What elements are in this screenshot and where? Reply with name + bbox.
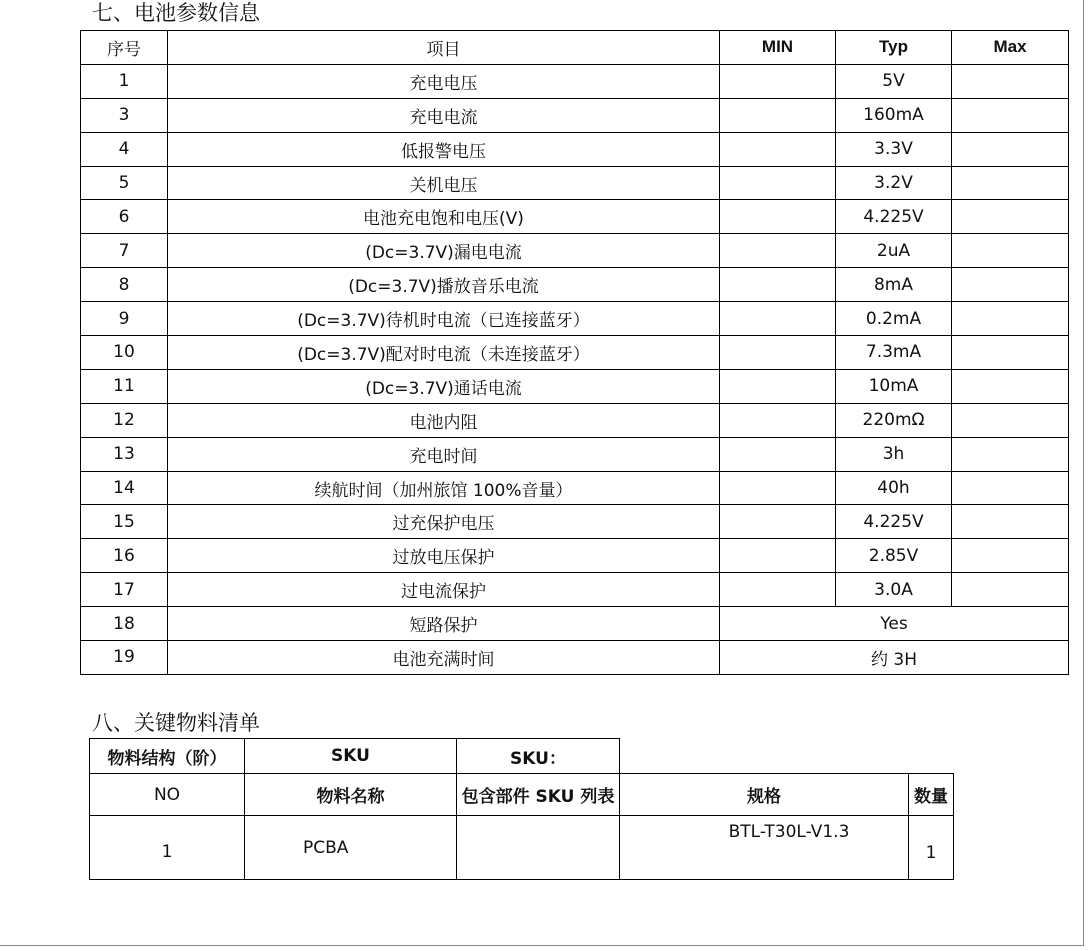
cell-no: 15 (81, 505, 168, 539)
cell-max (952, 64, 1069, 98)
table-row (81, 98, 1069, 132)
table-row (81, 539, 1069, 573)
cell-max (952, 234, 1069, 268)
cell-no: 4 (81, 132, 168, 166)
cell-item: 关机电压 (168, 166, 720, 200)
cell-typ: 10mA (836, 369, 952, 403)
cell-typ: 2.85V (836, 539, 952, 573)
cell-min (720, 302, 836, 336)
bom-header-blank (620, 739, 954, 774)
table-row (81, 471, 1069, 505)
cell-item: 充电时间 (168, 437, 720, 471)
bom-header-no: NO (90, 774, 245, 816)
cell-item: 电池充满时间 (168, 641, 720, 675)
cell-item: 短路保护 (168, 607, 720, 641)
section7-title: 七、电池参数信息 (92, 1, 260, 25)
bom-header-row-1 (90, 739, 954, 774)
cell-no: 9 (81, 302, 168, 336)
cell-item: 充电电压 (168, 64, 720, 98)
cell-no: 5 (81, 166, 168, 200)
bom-qty: 1 (909, 816, 954, 880)
cell-value: Yes (720, 607, 1069, 641)
table-row (81, 369, 1069, 403)
table-row (81, 64, 1069, 98)
cell-no: 1 (81, 64, 168, 98)
cell-typ: 3.3V (836, 132, 952, 166)
cell-no: 3 (81, 98, 168, 132)
header-max: Max (952, 31, 1069, 65)
cell-item: 续航时间（加州旅馆 100%音量） (168, 471, 720, 505)
table-row (81, 132, 1069, 166)
cell-max (952, 403, 1069, 437)
bom-header-name: 物料名称 (245, 774, 457, 816)
cell-min (720, 64, 836, 98)
cell-min (720, 268, 836, 302)
section8-title: 八、关键物料清单 (92, 711, 260, 735)
cell-typ: 4.225V (836, 505, 952, 539)
cell-typ: 220mΩ (836, 403, 952, 437)
cell-typ: 3h (836, 437, 952, 471)
cell-value: 约 3H (720, 641, 1069, 675)
cell-max (952, 268, 1069, 302)
cell-typ: 160mA (836, 98, 952, 132)
cell-no: 18 (81, 607, 168, 641)
table-row (81, 607, 1069, 641)
header-no: 序号 (81, 31, 168, 65)
cell-typ: 8mA (836, 268, 952, 302)
cell-max (952, 336, 1069, 370)
cell-no: 11 (81, 369, 168, 403)
cell-no: 10 (81, 336, 168, 370)
cell-max (952, 437, 1069, 471)
cell-max (952, 471, 1069, 505)
cell-min (720, 98, 836, 132)
table-header-row (81, 31, 1069, 65)
table-row (81, 336, 1069, 370)
cell-typ: 7.3mA (836, 336, 952, 370)
cell-item: 电池充电饱和电压(V) (168, 200, 720, 234)
cell-item: 低报警电压 (168, 132, 720, 166)
bom-table (89, 738, 954, 880)
header-item: 项目 (168, 31, 720, 65)
cell-min (720, 336, 836, 370)
cell-min (720, 166, 836, 200)
cell-min (720, 505, 836, 539)
cell-no: 17 (81, 573, 168, 607)
cell-item: (Dc=3.7V)配对时电流（未连接蓝牙） (168, 336, 720, 370)
bom-header-spec: 规格 (620, 774, 909, 816)
cell-max (952, 200, 1069, 234)
cell-max (952, 166, 1069, 200)
cell-item: 过放电压保护 (168, 539, 720, 573)
cell-min (720, 403, 836, 437)
cell-no: 6 (81, 200, 168, 234)
bom-header-row-2 (90, 774, 954, 816)
bom-no: 1 (90, 816, 245, 880)
cell-typ: 0.2mA (836, 302, 952, 336)
cell-no: 7 (81, 234, 168, 268)
cell-item: 充电电流 (168, 98, 720, 132)
cell-item: (Dc=3.7V)待机时电流（已连接蓝牙） (168, 302, 720, 336)
table-row (90, 816, 954, 880)
cell-max (952, 132, 1069, 166)
cell-item: 电池内阻 (168, 403, 720, 437)
cell-max (952, 98, 1069, 132)
cell-min (720, 200, 836, 234)
table-row (81, 234, 1069, 268)
table-row (81, 268, 1069, 302)
cell-max (952, 369, 1069, 403)
cell-min (720, 539, 836, 573)
cell-no: 14 (81, 471, 168, 505)
bom-header-sku-list: 包含部件 SKU 列表 (457, 774, 620, 816)
bom-header-sku2: SKU： (457, 739, 620, 774)
cell-min (720, 132, 836, 166)
cell-max (952, 573, 1069, 607)
header-min: MIN (720, 31, 836, 65)
cell-min (720, 471, 836, 505)
cell-no: 12 (81, 403, 168, 437)
cell-no: 16 (81, 539, 168, 573)
cell-max (952, 302, 1069, 336)
table-row (81, 573, 1069, 607)
cell-no: 13 (81, 437, 168, 471)
cell-max (952, 505, 1069, 539)
table-row (81, 166, 1069, 200)
bom-name: PCBA (245, 816, 457, 880)
battery-params-table (80, 30, 1069, 675)
header-typ: Typ (836, 31, 952, 65)
table-row (81, 200, 1069, 234)
cell-typ: 40h (836, 471, 952, 505)
bom-spec: BTL-T30L-V1.3 (620, 816, 909, 880)
table-row (81, 505, 1069, 539)
table-row (81, 302, 1069, 336)
cell-item: 过电流保护 (168, 573, 720, 607)
cell-typ: 3.2V (836, 166, 952, 200)
table-row (81, 403, 1069, 437)
bom-header-structure: 物料结构（阶） (90, 739, 245, 774)
cell-item: (Dc=3.7V)通话电流 (168, 369, 720, 403)
cell-no: 19 (81, 641, 168, 675)
cell-min (720, 437, 836, 471)
bom-header-qty: 数量 (909, 774, 954, 816)
cell-item: (Dc=3.7V)播放音乐电流 (168, 268, 720, 302)
table-row (81, 641, 1069, 675)
cell-min (720, 369, 836, 403)
cell-max (952, 539, 1069, 573)
table-row (81, 437, 1069, 471)
cell-min (720, 234, 836, 268)
bom-sku-list (457, 816, 620, 880)
bom-header-sku: SKU (245, 739, 457, 774)
cell-typ: 5V (836, 64, 952, 98)
cell-item: (Dc=3.7V)漏电电流 (168, 234, 720, 268)
cell-no: 8 (81, 268, 168, 302)
cell-item: 过充保护电压 (168, 505, 720, 539)
cell-typ: 2uA (836, 234, 952, 268)
cell-typ: 3.0A (836, 573, 952, 607)
cell-min (720, 573, 836, 607)
cell-typ: 4.225V (836, 200, 952, 234)
